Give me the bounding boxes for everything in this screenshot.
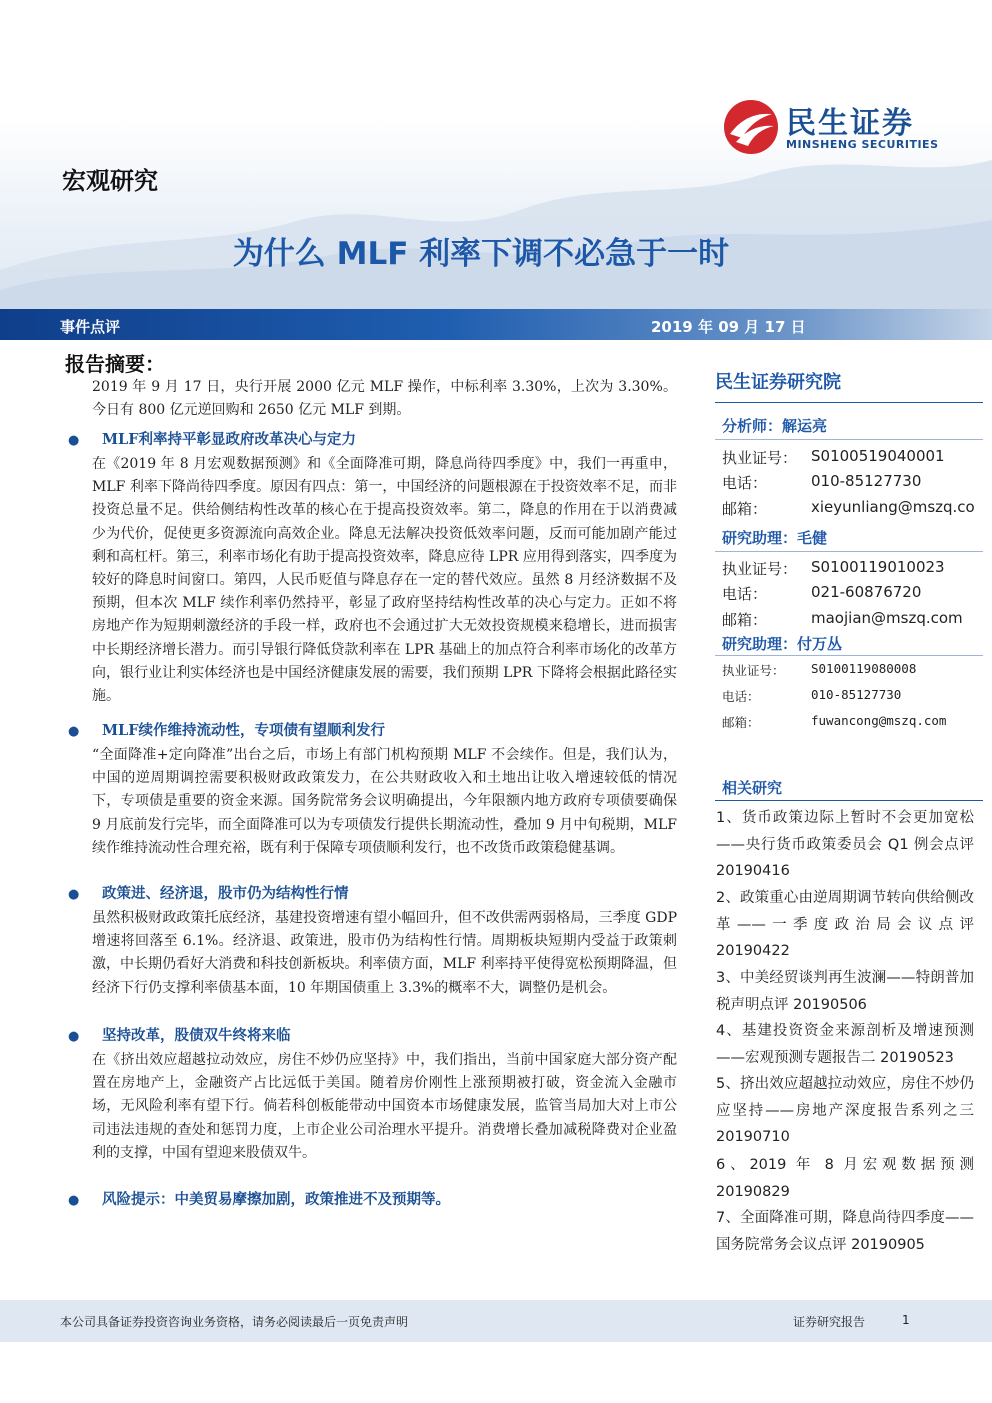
assistant-heading: 研究助理：付万丛 <box>722 635 843 653</box>
summary-intro: 2019 年 9 月 17 日，央行开展 2000 亿元 MLF 操作，中标利率 3.30%，上次为 3.30%。今日有 800 亿元逆回购和 2650 亿元 MLF 到期。 <box>92 379 677 419</box>
page-number: 1 <box>902 1313 910 1327</box>
section-body: “全面降准+定向降准”出台之后，市场上有部门机构预期 MLF 不会续作。但是，我们认为，中国的逆周期调控需要积极财政政策发力，在公共财政收入和土地出让收入增速较低的情况下，专项债是重要的资金来源。国务院常务会议明确提出，今年限额内地方政府专项债要确保 9 月底前发行完毕，而全面降准可以为专项债发行提供长期流动性，叠加 9 月中旬税期，MLF 续作维持流动性合理充裕，既有利于保障专项债顺利发行，也不改货币政策稳健基调。 <box>92 747 677 856</box>
report-title: 为什么 MLF 利率下调不必急于一时 <box>232 236 730 272</box>
footer-doc-type: 证券研究报告 <box>793 1315 866 1329</box>
summary-heading: 报告摘要： <box>65 352 165 376</box>
section-body: 在《2019 年 8 月宏观数据预测》和《全面降准可期，降息尚待四季度》中，我们一再重申，MLF 利率下降尚待四季度。原因有四点：第一，中国经济的问题根源在于投资效率不足，而非投资总量不足。供给侧结构性改革的核心在于提高投资效率。第二，降息的作用在于以消费减少为代价，促使更多资源流向高效企业。降息无法解决投资低效率问题，反而可能加剧产能过剩和高杠杆。第三，利率市场化有助于提高投资效率，降息应待 LPR 应用得到落实，四季度为较好的降息时间窗口。第四，人民币贬值与降息存在一定的替代效应。虽然 8 月经济数据不及预期，但本次 MLF 续作利率仍然持平，彰显了政府坚持结构性改革的决心与定力。正如不将房地产作为短期刺激经济的手段一样，政府也不会通过扩大无效投资规模来稳增长，进而损害中长期经济增长潜力。而引导银行降低贷款利率在 LPR 基础上的加点符合利率市场化的改革方向，银行业让利实体经济也是中国经济健康发展的需要，我们预期 LPR 下降将会根据此路径实施。 <box>92 456 677 705</box>
section-heading: ● 坚持改革，股债双牛终将来临 <box>68 1027 291 1044</box>
footer-disclaimer: 本公司具备证券投资咨询业务资格，请务必阅读最后一页免责声明 <box>60 1315 409 1329</box>
bullet-icon: ● <box>68 433 80 448</box>
divider <box>715 551 983 552</box>
research-institute: 民生证券研究院 <box>715 372 841 393</box>
related-report-link[interactable]: 6、2019 年 8 月宏观数据预测 20190829 <box>716 1157 974 1200</box>
related-report-link[interactable]: 5、挤出效应超越拉动效应，房住不炒仍应坚持——房地产深度报告系列之三 20190710 <box>716 1076 974 1145</box>
assistant-email: 邮箱： fuwancong@mszq.com <box>722 713 947 730</box>
assistant-license: 执业证号： S0100119010023 <box>722 558 945 578</box>
analyst-heading: 分析师：解运亮 <box>722 417 828 435</box>
section-heading: ● MLF利率持平彰显政府改革决心与定力 <box>68 431 357 448</box>
analyst-license: 执业证号： S0100519040001 <box>722 447 945 467</box>
section-body: 在《挤出效应超越拉动效应，房住不炒仍应坚持》中，我们指出，当前中国家庭大部分资产配置在房地产上，金融资产占比远低于美国。随着房价刚性上涨预期被打破，资金流入金融市场，无风险利率有望下行。倘若科创板能带动中国资本市场健康发展，监管当局加大对上市公司违法违规的查处和惩罚力度，上市企业公司治理水平提升。消费增长叠加减税降费对企业盈利的支撑，中国有望迎来股债双牛。 <box>92 1052 677 1161</box>
related-report-link[interactable]: 2、政策重心由逆周期调节转向供给侧改革——一季度政治局会议点评 20190422 <box>716 890 974 959</box>
assistant-license: 执业证号： S0100119080008 <box>722 661 917 678</box>
divider <box>715 800 983 801</box>
section-heading: ● 政策进、经济退，股市仍为结构性行情 <box>68 885 349 902</box>
bullet-icon: ● <box>68 887 80 902</box>
assistant-email: 邮箱： maojian@mszq.com <box>722 609 963 629</box>
risk-warning: ● 风险提示：中美贸易摩擦加剧，政策推进不及预期等。 <box>68 1191 450 1208</box>
related-report-link[interactable]: 7、全面降准可期，降息尚待四季度——国务院常务会议点评 20190905 <box>716 1210 974 1253</box>
divider <box>715 402 983 403</box>
section-label: 宏观研究 <box>62 167 158 195</box>
assistant-heading: 研究助理：毛健 <box>722 529 828 547</box>
related-report-link[interactable]: 1、货币政策边际上暂时不会更加宽松——央行货币政策委员会 Q1 例会点评 20190416 <box>716 810 974 879</box>
divider <box>715 655 983 656</box>
logo-english-text: MINSHENG SECURITIES <box>786 138 939 151</box>
related-report-link[interactable]: 4、基建投资资金来源剖析及增速预测——宏观预测专题报告二 20190523 <box>716 1023 974 1066</box>
bullet-icon: ● <box>68 1029 80 1044</box>
logo-chinese-text: 民生证券 <box>786 106 914 141</box>
related-report-link[interactable]: 3、中美经贸谈判再生波澜——特朗普加税声明点评 20190506 <box>716 970 974 1013</box>
divider <box>715 439 983 440</box>
logo-mark-icon <box>722 98 780 156</box>
assistant-phone: 电话： 021-60876720 <box>722 583 922 603</box>
assistant-phone: 电话： 010-85127730 <box>722 687 902 704</box>
bullet-icon: ● <box>68 724 80 739</box>
brand-logo <box>722 98 952 158</box>
header-bar <box>0 309 992 340</box>
section-heading: ● MLF续作维持流动性，专项债有望顺利发行 <box>68 722 386 739</box>
section-body: 虽然积极财政政策托底经济，基建投资增速有望小幅回升，但不改供需两弱格局，三季度 GDP 增速将回落至 6.1%。经济退、政策进，股市仍为结构性行情。周期板块短期内受益于政策刺激，中长期仍看好大消费和科技创新板块。利率债方面，MLF 利率持平使得宽松预期降温，但经济下行仍支撑利率债基本面，10 年期国债重上 3.3%的概率不大，调整仍是机会。 <box>92 910 677 996</box>
related-heading: 相关研究 <box>722 779 783 797</box>
analyst-phone: 电话： 010-85127730 <box>722 472 922 492</box>
analyst-email: 邮箱： xieyunliang@mszq.co <box>722 498 975 518</box>
report-date: 2019 年 09 月 17 日 <box>651 318 806 336</box>
report-type: 事件点评 <box>60 318 121 336</box>
bullet-icon: ● <box>68 1193 80 1208</box>
